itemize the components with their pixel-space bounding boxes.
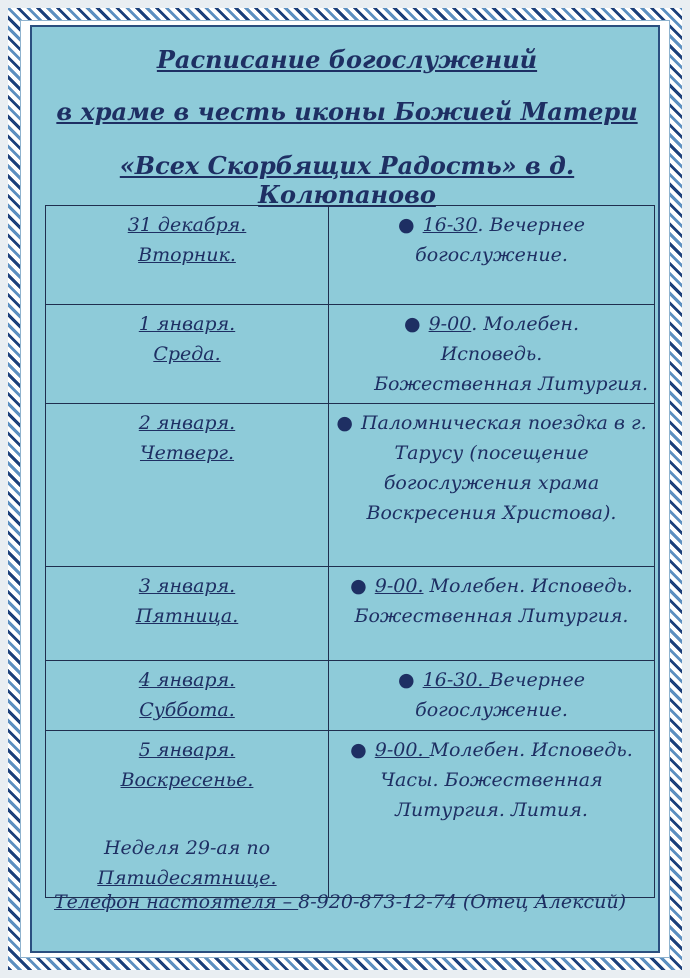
date-cell <box>46 404 329 567</box>
service-line: Паломническая поездка в г. <box>360 412 647 434</box>
service-line: Воскресения Христова). <box>366 502 617 524</box>
service-line: Литургия. Лития. <box>395 799 588 821</box>
date-text: 3 января. <box>138 575 236 597</box>
weekday-text: Среда. <box>153 343 221 365</box>
schedule-table <box>45 205 655 898</box>
service-time: 9-00. <box>374 575 424 597</box>
service-line: Молебен. Исповедь. <box>423 575 633 597</box>
service-line: Вечернее <box>489 669 585 691</box>
service-time: 16-30. <box>422 669 490 691</box>
date-text: 31 декабря. <box>127 214 247 236</box>
table-row <box>46 567 655 661</box>
note-text: Неделя 29-ая по <box>103 837 271 859</box>
service-time: 9-00 <box>428 313 472 335</box>
service-cell <box>329 731 655 898</box>
service-time: 16-30 <box>422 214 478 236</box>
weekday-text: Четверг. <box>139 442 235 464</box>
service-line: Исповедь. <box>440 343 543 365</box>
service-line: Божественная Литургия. <box>354 605 629 627</box>
service-line: Тарусу (посещение <box>394 442 589 464</box>
service-cell <box>329 206 655 305</box>
table-row <box>46 731 655 898</box>
title-line-3: «Всех Скорбящих Радость» в д. Колюпаново <box>119 151 575 209</box>
table-row <box>46 305 655 404</box>
schedule-panel <box>30 25 660 953</box>
date-cell <box>46 206 329 305</box>
date-cell <box>46 731 329 898</box>
service-line: богослужения храма <box>383 472 600 494</box>
service-line: Часы. Божественная <box>380 769 603 791</box>
bullet-icon: ● <box>404 313 421 335</box>
service-line: Божественная Литургия. <box>374 373 648 395</box>
date-text: 5 января. <box>138 739 236 761</box>
title-line-1: Расписание богослужений <box>156 45 538 74</box>
service-cell <box>329 661 655 731</box>
date-cell <box>46 661 329 731</box>
title-line-2: в храме в честь иконы Божией Матери <box>56 97 638 126</box>
phone-footer <box>54 891 654 913</box>
date-text: 1 января. <box>138 313 236 335</box>
table-row <box>46 206 655 305</box>
weekday-text: Суббота. <box>139 699 235 721</box>
date-text: 2 января. <box>138 412 236 434</box>
date-text: 4 января. <box>138 669 236 691</box>
bullet-icon: ● <box>350 575 367 597</box>
phone-label: Телефон настоятеля – <box>54 891 299 913</box>
note-text: Пятидесятнице. <box>97 867 277 889</box>
service-cell <box>329 567 655 661</box>
weekday-text: Вторник. <box>138 244 236 266</box>
service-line: Молебен. Исповедь. <box>429 739 633 761</box>
weekday-text: Воскресенье. <box>120 769 254 791</box>
service-line: . Молебен. <box>471 313 579 335</box>
date-cell <box>46 567 329 661</box>
service-line: . Вечернее <box>477 214 585 236</box>
service-cell <box>329 404 655 567</box>
service-time: 9-00. <box>374 739 430 761</box>
bullet-icon: ● <box>336 412 353 434</box>
service-cell <box>329 305 655 404</box>
date-cell <box>46 305 329 404</box>
table-row <box>46 661 655 731</box>
table-row <box>46 404 655 567</box>
service-line: богослужение. <box>415 244 568 266</box>
bullet-icon: ● <box>350 739 367 761</box>
weekday-text: Пятница. <box>135 605 239 627</box>
phone-number: 8-920-873-12-74 (Отец Алексий) <box>298 891 627 913</box>
bullet-icon: ● <box>398 214 415 236</box>
bullet-icon: ● <box>398 669 415 691</box>
service-line: богослужение. <box>415 699 568 721</box>
